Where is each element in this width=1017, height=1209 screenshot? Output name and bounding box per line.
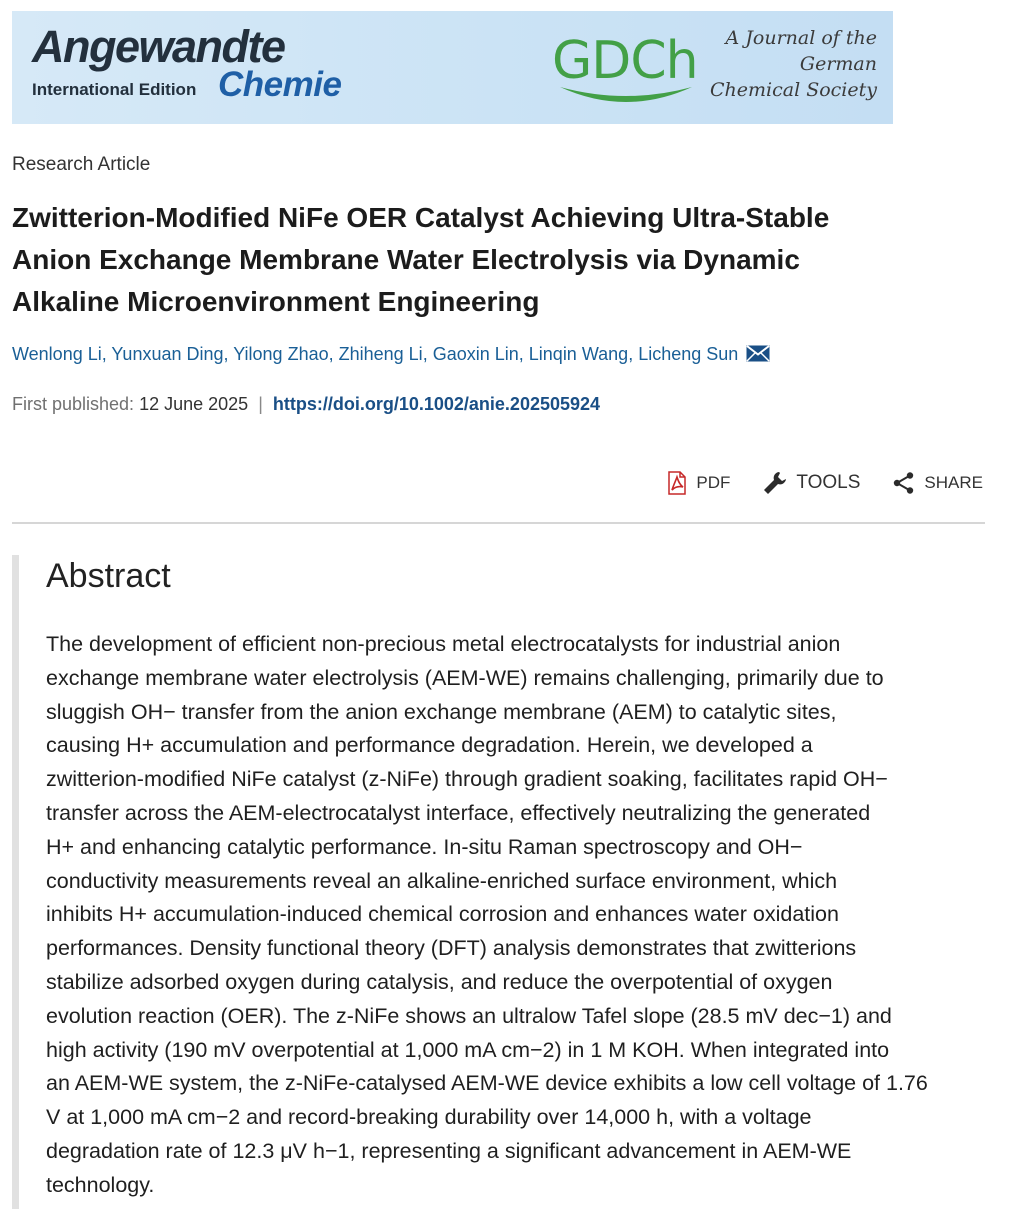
abstract-line: causing H+ accumulation and performance degradation. Herein, we developed a xyxy=(46,733,813,758)
author-list xyxy=(12,344,770,365)
share-icon xyxy=(892,471,916,495)
abstract-heading: Abstract xyxy=(46,557,171,595)
article-title-line: Alkaline Microenvironment Engineering xyxy=(12,286,540,317)
envelope-icon[interactable] xyxy=(746,345,770,362)
abstract-line: zwitterion-modified NiFe catalyst (z-NiFe) through gradient soaking, facilitates rapid OH− xyxy=(46,767,888,792)
publication-info xyxy=(12,394,600,415)
author-link[interactable]: Yunxuan Ding xyxy=(111,344,224,364)
abstract-line: H+ and enhancing catalytic performance. In-situ Raman spectroscopy and OH− xyxy=(46,834,803,859)
pdf-icon xyxy=(666,471,688,495)
gdch-swoosh-icon xyxy=(556,83,696,113)
section-divider xyxy=(12,522,985,524)
tools-label: TOOLS xyxy=(796,472,861,493)
publication-separator: | xyxy=(258,394,263,414)
abstract-line: The development of efficient non-precious metal electrocatalysts for industrial anion xyxy=(46,632,841,656)
abstract-line: performances. Density functional theory (DFT) analysis demonstrates that zwitterions xyxy=(46,936,857,961)
author-link[interactable]: Wenlong Li xyxy=(12,344,102,364)
abstract-line: transfer across the AEM-electrocatalyst interface, effectively neutralizing the generated xyxy=(46,800,871,825)
article-type: Research Article xyxy=(12,154,151,175)
journal-name-chemie: Chemie xyxy=(218,65,342,104)
abstract-line: sluggish OH− transfer from the anion exchange membrane (AEM) to catalytic sites, xyxy=(46,699,837,724)
author-separator: , xyxy=(328,344,339,364)
article-toolbar xyxy=(666,470,983,496)
society-line: A Journal of the xyxy=(725,27,877,49)
author-separator: , xyxy=(223,344,234,364)
abstract-line: conductivity measurements reveal an alkaline-enriched surface environment, which xyxy=(46,868,838,893)
article-title-line: Zwitterion-Modified NiFe OER Catalyst Achieving Ultra-Stable xyxy=(12,202,830,233)
wrench-icon xyxy=(762,470,788,496)
gdch-logo-text: GDCh xyxy=(552,31,698,91)
pdf-label: PDF xyxy=(696,473,731,492)
gdch-logo xyxy=(552,33,702,113)
pdf-button[interactable] xyxy=(666,471,730,495)
share-button[interactable] xyxy=(892,471,983,495)
abstract-line: degradation rate of 12.3 μV h−1, representing a significant advancement in AEM-WE xyxy=(46,1138,852,1163)
abstract-side-bar xyxy=(12,555,19,1209)
abstract-line: inhibits H+ accumulation-induced chemical corrosion and enhances water oxidation xyxy=(46,902,839,927)
tools-button[interactable] xyxy=(762,470,860,496)
author-separator: , xyxy=(101,344,112,364)
article-title xyxy=(12,197,1002,323)
abstract-line: V at 1,000 mA cm−2 and record-breaking durability over 14,000 h, with a voltage xyxy=(46,1105,812,1130)
author-link[interactable]: Gaoxin Lin xyxy=(432,344,519,364)
journal-name-angewandte: Angewandte xyxy=(32,21,285,72)
society-line: German xyxy=(799,53,877,75)
abstract-text xyxy=(46,628,1001,1203)
abstract-line: high activity (190 mV overpotential at 1,000 mA cm−2) in 1 M KOH. When integrated into xyxy=(46,1037,890,1062)
author-link[interactable]: Licheng Sun xyxy=(638,344,739,364)
author-separator: , xyxy=(628,344,639,364)
share-label: SHARE xyxy=(924,473,983,492)
abstract-line: an AEM-WE system, the z-NiFe-catalysed AEM-WE device exhibits a low cell voltage of 1.76 xyxy=(46,1071,928,1096)
author-separator: , xyxy=(422,344,433,364)
author-link[interactable]: Linqin Wang xyxy=(528,344,629,364)
published-date: 12 June 2025 xyxy=(139,394,249,414)
journal-edition: International Edition xyxy=(32,80,197,99)
article-title-line: Anion Exchange Membrane Water Electrolysis via Dynamic xyxy=(12,244,800,275)
society-tagline xyxy=(710,25,877,103)
doi-link[interactable]: https://doi.org/10.1002/anie.202505924 xyxy=(272,394,601,414)
journal-banner xyxy=(12,11,893,124)
author-link[interactable]: Zhiheng Li xyxy=(338,344,423,364)
published-label: First published: xyxy=(12,394,135,414)
abstract-line: stabilize adsorbed oxygen during catalysis, and reduce the overpotential of oxygen xyxy=(46,969,833,994)
abstract-line: evolution reaction (OER). The z-NiFe shows an ultralow Tafel slope (28.5 mV dec−1) and xyxy=(46,1003,892,1028)
author-separator: , xyxy=(518,344,529,364)
abstract-line: technology. xyxy=(46,1172,155,1197)
author-link[interactable]: Yilong Zhao xyxy=(233,344,329,364)
abstract-line: exchange membrane water electrolysis (AEM-WE) remains challenging, primarily due to xyxy=(46,665,884,690)
society-line: Chemical Society xyxy=(710,79,877,101)
